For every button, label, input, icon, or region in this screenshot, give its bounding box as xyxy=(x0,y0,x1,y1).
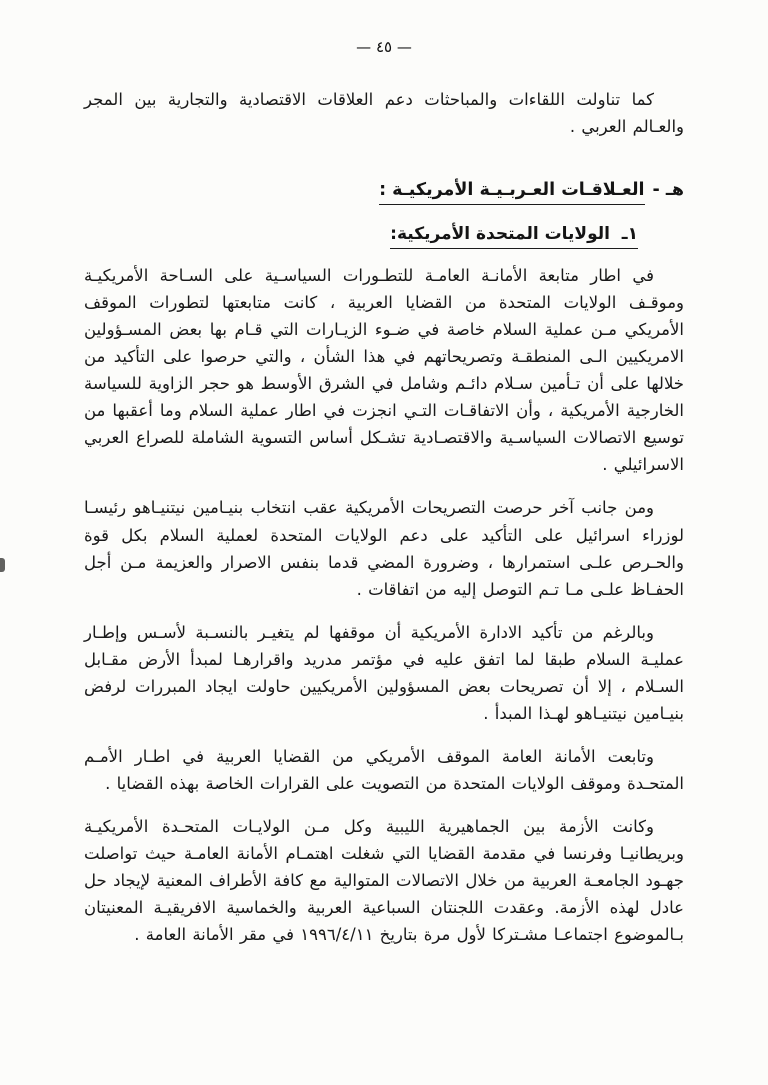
body-paragraph-un-voting: وتابعت الأمانة العامة الموقف الأمريكي من القضايا العربية في اطـار الأمـم المتحـدة وموقف الولايات المتحدة من التصويت على القرارات الخاصة بهذه القضايا . xyxy=(84,746,684,793)
page-number: — ٤٥ — xyxy=(356,38,412,56)
section-heading xyxy=(84,180,684,200)
body-paragraph-netanyahu-election: ومن جانب آخر حرصت التصريحات الأمريكية عقب انتخاب بنيـامين نيتنيـاهو رئيسـا لوزراء اسرائيل على التأكيد على دعم الولايات المتحدة لعملية السلام بكل قوة والحـرص علـى استمرارها ، وضرورة المضي قدما بنفس الاصرار والعزيمة مـن أجل الحفـاظ علـى مـا تـم التوصل إليه من اتفاقات . xyxy=(84,498,684,599)
subsection-title-wrap xyxy=(390,224,638,249)
section-label: هـ - xyxy=(652,180,684,201)
subsection-title: الولايات المتحدة الأمريكية: xyxy=(390,224,610,245)
scan-artifact xyxy=(0,558,5,572)
subsection-heading xyxy=(84,224,638,244)
intro-paragraph: كما تناولت اللقاءات والمباحثات دعم العلاقات الاقتصادية والتجارية بين المجر والعـالم العربي . xyxy=(84,90,684,137)
body-paragraph-madrid-principle: وبالرغم من تأكيد الادارة الأمريكية أن موقفها لم يتغيـر بالنسـبة لأسـس وإطـار عمليـة السلام طبقا لما اتفق عليه في مؤتمر مدريد واقرارهـا لمبدأ الأرض مقـابل السـلام ، إلا أن تصريحات بعض المسؤولين الأمريكيين حاولت ايجاد المبررات لرفض بنيـامين نيتنيـاهو لهـذا المبدأ . xyxy=(84,622,684,723)
body-paragraph-libya-crisis: وكانت الأزمة بين الجماهيرية الليبية وكل مـن الولايـات المتحـدة الأمريكيـة وبريطانيـا وفرنسا في مقدمة القضايا التي شغلت اهتمـام الأمانة العامـة حيث تواصلت جهـود الجامعـة العربية من خلال الاتصالات المتوالية مع كافة الأطراف المعنية لإيجاد حل عادل لهذه الأزمة. وعقدت اللجنتان السباعية العربية والخماسية الافريقيـة المعنيتان بـالموضوع اجتماعـا مشـتركا لأول مرة بتاريخ ١٩٩٦/٤/١١ في مقر الأمانة العامة . xyxy=(84,816,684,945)
section-title: العـلاقـات العـربـيـة الأمريكيـة : xyxy=(379,180,644,205)
subsection-label: ١ـ xyxy=(621,224,638,245)
body-paragraph-us-position: في اطار متابعة الأمانـة العامـة للتطـورات السياسـية على السـاحة الأمريكيـة وموقـف الولايات المتحدة من القضايا العربية ، كانت متابعتها لتطورات الموقف الأمريكي مـن عملية السلام خاصة في ضـوء الزيـارات التي قـام بها بعض المسـؤولين الامريكيين الـى المنطقـة وتصريحاتهم في هذا الشأن ، والتي حرصوا على التأكيد من خلالها على أن تـأمين سـلام دائـم وشامل في الشرق الأوسط هو حجر الزاوية للسياسة الخارجية الأمريكية ، وأن الاتفاقـات التـي انجزت في اطار عملية السلام وما أعقبها من توسيع الاتصالات السياسـية والاقتصـادية تشـكل أساس التسوية الشاملة للصراع العربي الاسرائيلي . xyxy=(84,266,684,475)
